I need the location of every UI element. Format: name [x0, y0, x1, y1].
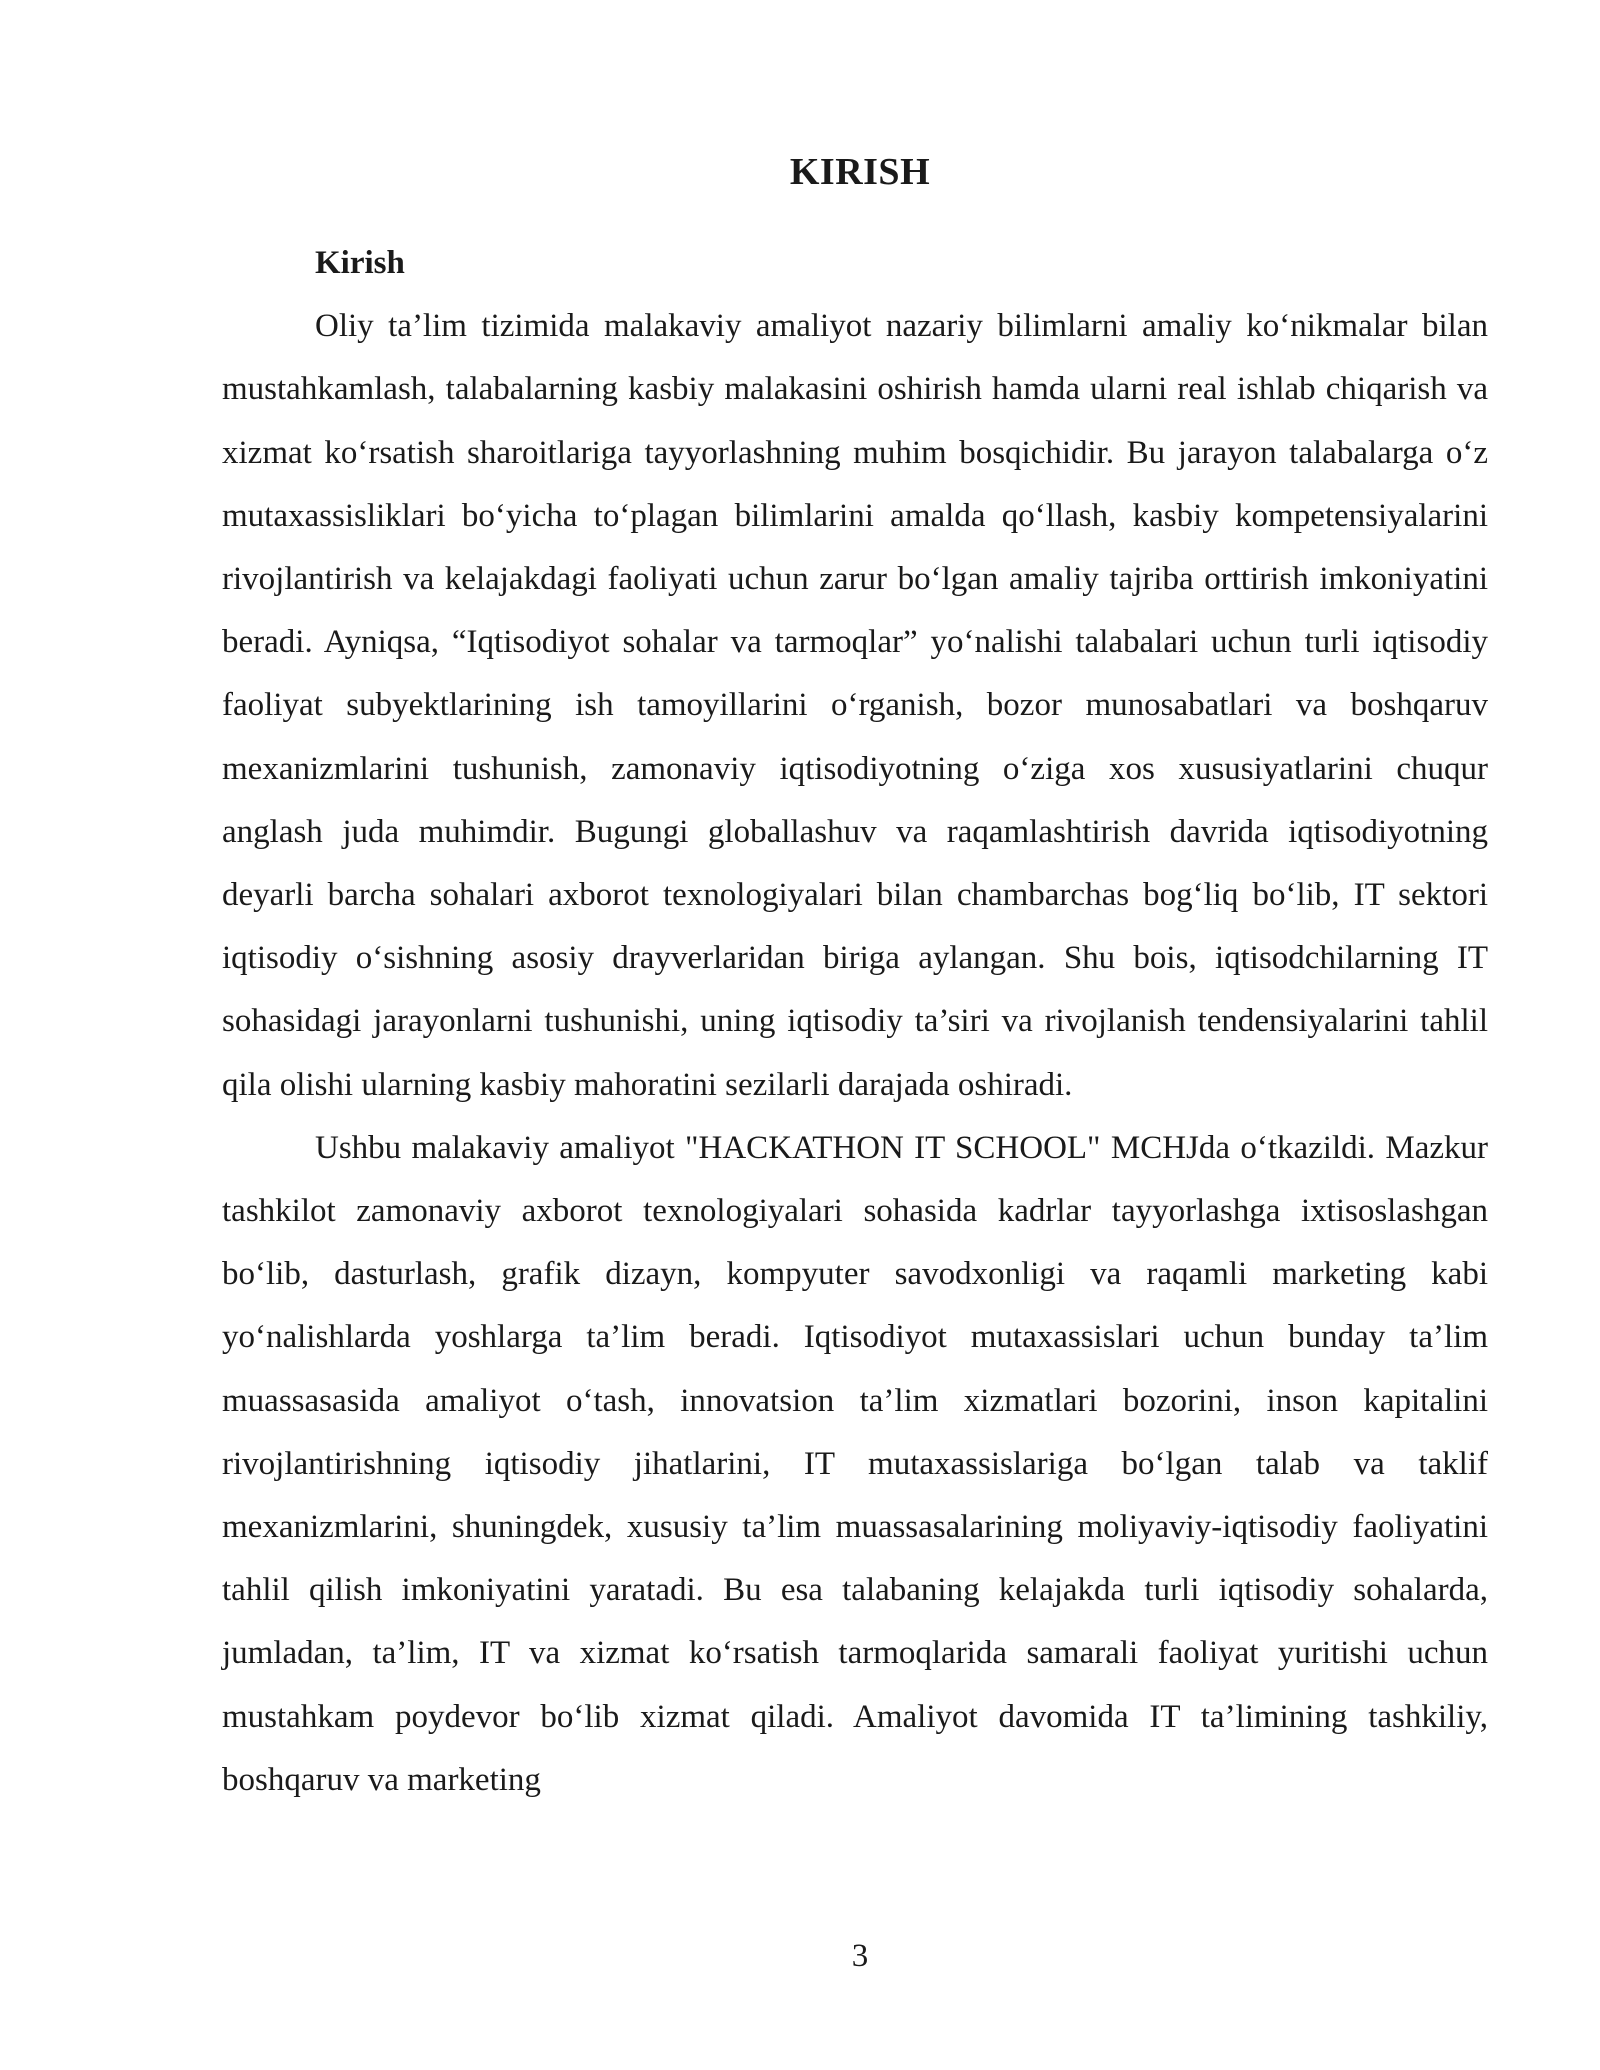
page-title: KIRISH: [789, 151, 931, 193]
paragraph-1: Oliy ta’lim tizimida malakaviy amaliyot nazariy bilimlarni amaliy ko‘nikmalar bilan mustahkamlash, talabalarning kasbiy malakasini oshirish hamda ularni real ishlab chiqarish va xizmat ko‘rsatish sharoitlariga tayyorlashning muhim bosqichidir. Bu jarayon talabalarga o‘z mutaxassisliklari bo‘yicha to‘plagan bilimlarini amalda qo‘llash, kasbiy kompetensiyalarini rivojlantirish va kelajakdagi faoliyati uchun zarur bo‘lgan amaliy tajriba orttirish imkoniyatini beradi. Ayniqsa, “Iqtisodiyot sohalar va tarmoqlar” yo‘nalishi talabalari uchun turli iqtisodiy faoliyat subyektlarining ish tamoyillarini o‘rganish, bozor munosabatlari va boshqaruv mexanizmlarini tushunish, zamonaviy iqtisodiyotning o‘ziga xos xususiyatlarini chuqur anglash juda muhimdir. Bugungi globallashuv va raqamlashtirish davrida iqtisodiyotning deyarli barcha sohalari axborot texnologiyalari bilan chambarchas bog‘liq bo‘lib, IT sektori iqtisodiy o‘sishning asosiy drayverlaridan biriga aylangan. Shu bois, iqtisodchilarning IT sohasidagi jarayonlarni tushunishi, uning iqtisodiy ta’siri va rivojlanish tendensiyalarini tahlil qila olishi ularning kasbiy mahoratini sezilarli darajada oshiradi.: [222, 308, 1488, 1103]
page-number: 3: [851, 1938, 869, 1974]
paragraph-2: Ushbu malakaviy amaliyot "HACKATHON IT SCHOOL" MCHJda o‘tkazildi. Mazkur tashkilot zamonaviy axborot texnologiyalari sohasida kadrlar tayyorlashga ixtisoslashgan bo‘lib, dasturlash, grafik dizayn, kompyuter savodxonligi va raqamli marketing kabi yo‘nalishlarda yoshlarga ta’lim beradi. Iqtisodiyot mutaxassislari uchun bunday ta’lim muassasasida amaliyot o‘tash, innovatsion ta’lim xizmatlari bozorini, inson kapitalini rivojlantirishning iqtisodiy jihatlarini, IT mutaxassislariga bo‘lgan talab va taklif mexanizmlarini, shuningdek, xususiy ta’lim muassasalarining moliyaviy-iqtisodiy faoliyatini tahlil qilish imkoniyatini yaratadi. Bu esa talabaning kelajakda turli iqtisodiy sohalarda, jumladan, ta’lim, IT va xizmat ko‘rsatish tarmoqlarida samarali faoliyat yuritishi uchun mustahkam poydevor bo‘lib xizmat qiladi. Amaliyot davomida IT ta’limining tashkiliy, boshqaruv va marketing: [222, 1129, 1488, 1798]
section-heading: Kirish: [315, 245, 405, 281]
body-text: [222, 232, 1488, 1812]
